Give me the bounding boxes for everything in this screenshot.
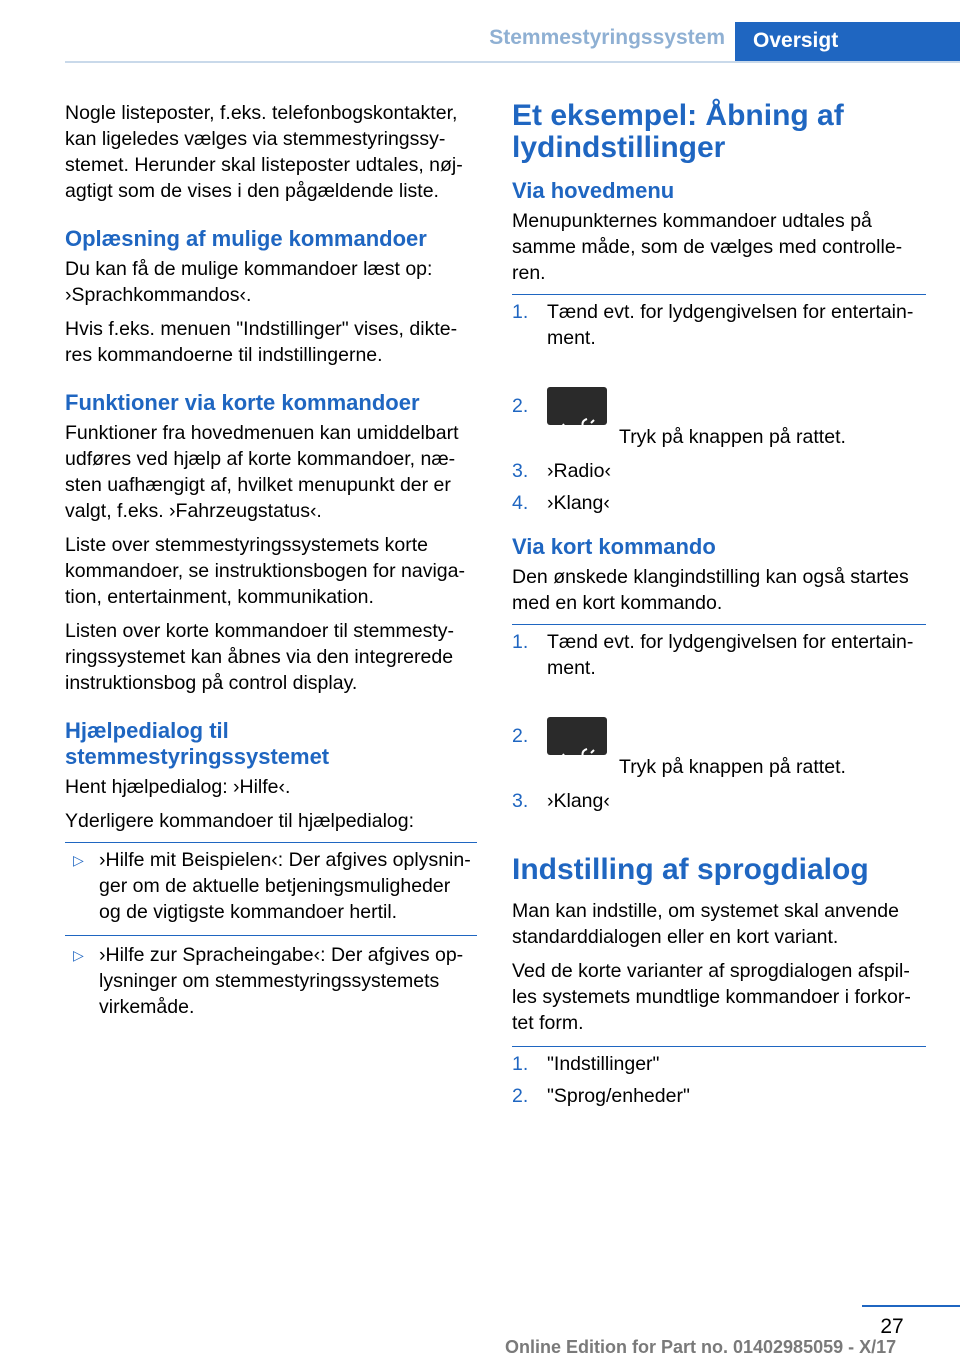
header-section-title: Stemmestyringssystem <box>489 26 725 49</box>
list-text: "Indstillinger" <box>547 1053 660 1075</box>
list-number: 1. <box>512 631 529 653</box>
list-text: Tryk på knappen på rattet. <box>619 756 846 778</box>
bullet-item <box>65 935 477 1020</box>
intro-paragraph: Nogle listeposter, f.eks. telefonbogskontakter, kan ligeledes vælges via stemmestyringssy- stemet. Herunder skal listeposter udtales, nøj- agtigt som de vises i den pågældende liste. <box>65 102 463 202</box>
paragraph: Du kan få de mulige kommandoer læst op: ›Sprachkommandos‹. <box>65 258 433 306</box>
list-number: 4. <box>512 492 529 514</box>
list-item <box>512 490 926 516</box>
paragraph: Funktioner fra hovedmenuen kan umiddelbart udføres ved hjælp af korte kommandoer, næ- sten uafhængigt af, hvilket menupunkt der er valgt, f.eks. ›Fahrzeugstatus‹. <box>65 422 459 522</box>
triangle-bullet-icon: ▷ <box>73 852 84 868</box>
numbered-list <box>512 294 926 516</box>
list-number: 2. <box>512 1085 529 1107</box>
section-heading-short-commands: Funktioner via korte kommandoer <box>65 390 420 415</box>
bullet-item <box>65 847 477 925</box>
paragraph: Ved de korte varianter af sprogdialogen afspil- les systemets mundtlige kommandoer i forkor- tet form. <box>512 960 911 1034</box>
list-item <box>512 691 926 780</box>
list-number: 2. <box>512 394 529 417</box>
list-text-with-icon <box>547 691 846 780</box>
list-item <box>512 629 926 681</box>
right-column <box>512 100 926 1115</box>
list-text: Tryk på knappen på rattet. <box>619 426 846 448</box>
voice-control-button-icon <box>547 387 607 425</box>
paragraph: Man kan indstille, om systemet skal anvende standarddialogen eller en kort variant. <box>512 900 899 948</box>
list-item <box>512 788 926 814</box>
list-text: ›Klang‹ <box>547 492 610 514</box>
list-text: ›Klang‹ <box>547 790 610 812</box>
paragraph: Hent hjælpedialog: ›Hilfe‹. <box>65 776 291 798</box>
list-item <box>512 458 926 484</box>
numbered-list <box>512 1046 926 1109</box>
section-heading-read-commands: Oplæsning af mulige kommandoer <box>65 226 427 251</box>
list-number: 1. <box>512 301 529 323</box>
section-heading-help-dialog: Hjælpedialog til stemmestyringssystemet <box>65 718 330 769</box>
list-text: Tænd evt. for lydgengivelsen for entertain- ment. <box>547 301 914 349</box>
header-rule <box>65 61 960 63</box>
list-text: "Sprog/enheder" <box>547 1085 690 1107</box>
page-number: 27 <box>880 1315 904 1338</box>
list-text: Tænd evt. for lydgengivelsen for entertain- ment. <box>547 631 914 679</box>
footer-edition: Online Edition for Part no. 01402985059 - X/17 <box>505 1337 897 1357</box>
list-item <box>512 1083 926 1109</box>
list-item <box>512 1051 926 1077</box>
list-text-with-icon <box>547 361 846 450</box>
paragraph: Den ønskede klangindstilling kan også startes med en kort kommando. <box>512 566 909 614</box>
list-number: 3. <box>512 790 529 812</box>
numbered-list <box>512 624 926 814</box>
footer-rule <box>862 1305 960 1307</box>
paragraph: Hvis f.eks. menuen "Indstillinger" vises, dikte- res kommandoerne til indstillingerne. <box>65 318 458 366</box>
list-number: 2. <box>512 724 529 747</box>
list-text: ›Radio‹ <box>547 460 611 482</box>
subheading-via-short-command: Via kort kommando <box>512 534 716 559</box>
paragraph: Listen over korte kommandoer til stemmesty- ringssystemet kan åbnes via den integrerede instruktionsbog på control display. <box>65 620 455 694</box>
main-heading-sound-settings: Et eksempel: Åbning af lydindstillinger <box>512 99 844 164</box>
main-heading-language-dialog: Indstilling af sprogdialog <box>512 853 869 886</box>
voice-control-button-icon <box>547 717 607 755</box>
bullet-text: ›Hilfe zur Spracheingabe‹: Der afgives op- lysninger om stemmestyringssystemets virkemåde. <box>99 944 464 1018</box>
bullet-text: ›Hilfe mit Beispielen‹: Der afgives oplysnin- ger om de aktuelle betjeningsmuligheder og de vigtigste kommandoer hertil. <box>99 849 471 923</box>
list-item <box>512 361 926 450</box>
list-item <box>512 299 926 351</box>
left-column <box>65 100 477 1030</box>
paragraph: Liste over stemmestyringssystemets korte kommandoer, se instruktionsbogen for naviga- tion, entertainment, kommunikation. <box>65 534 465 608</box>
paragraph: Yderligere kommandoer til hjælpedialog: <box>65 810 415 832</box>
paragraph: Menupunkternes kommandoer udtales på samme måde, som de vælges med controlle- ren. <box>512 210 903 284</box>
bullet-list <box>65 842 477 1020</box>
list-number: 3. <box>512 460 529 482</box>
header-chapter-tab: Oversigt <box>735 22 960 63</box>
subheading-via-main-menu: Via hovedmenu <box>512 178 675 203</box>
list-number: 1. <box>512 1053 529 1075</box>
triangle-bullet-icon: ▷ <box>73 947 84 963</box>
